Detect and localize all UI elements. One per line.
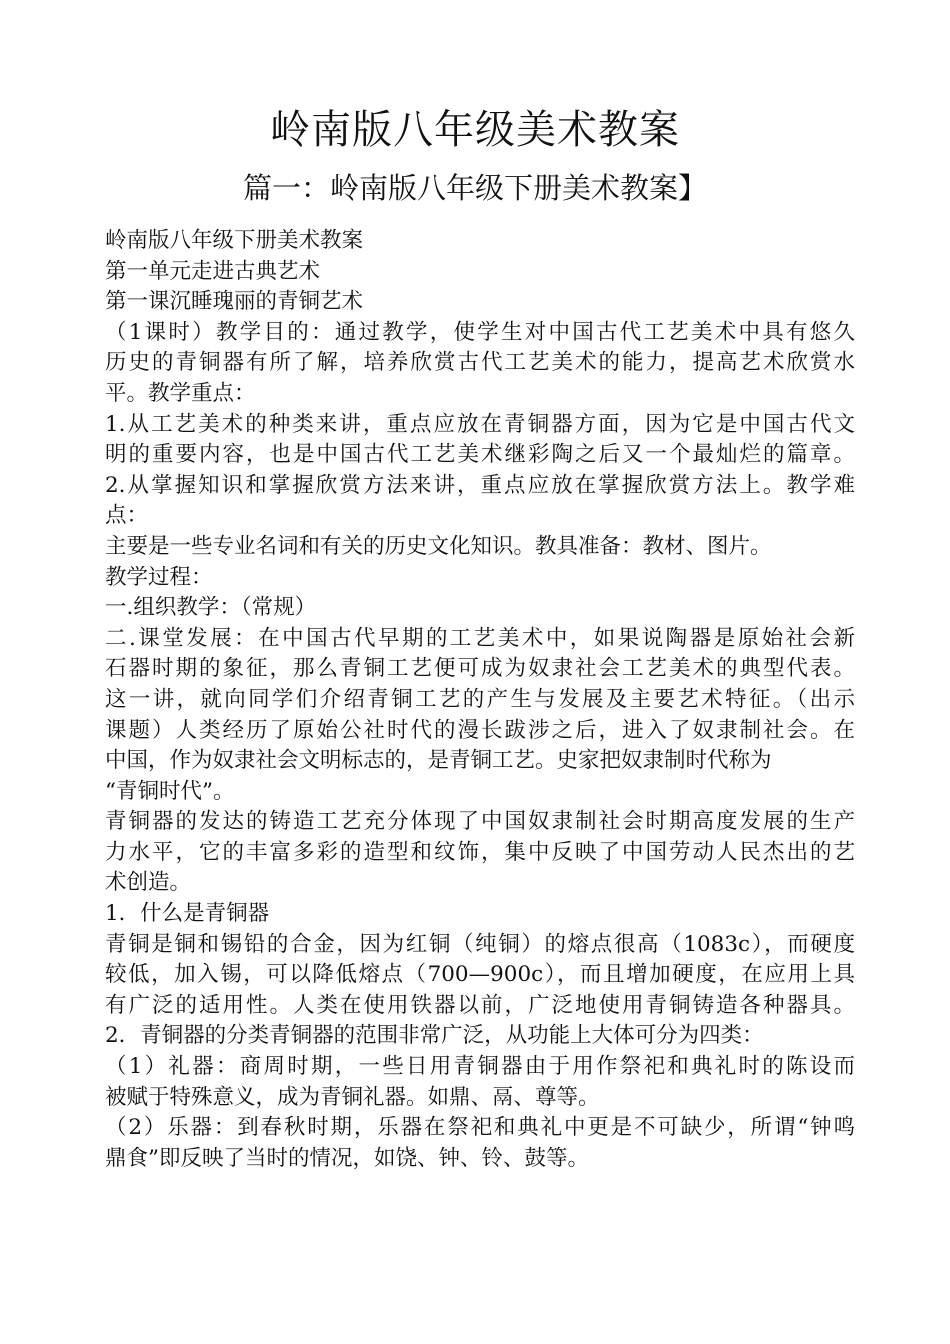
body-line: 岭南版八年级下册美术教案: [105, 228, 364, 253]
body-line: 2．青铜器的分类青铜器的范围非常广泛，从功能上大体可分为四类：: [105, 1023, 764, 1049]
body-line: 历史的青铜器有所了解，培养欣赏古代工艺美术的能力，提高艺术欣赏水: [105, 350, 855, 376]
document-subtitle: 篇一：岭南版八年级下册美术教案】: [242, 171, 707, 205]
body-line: 第一课沉睡瑰丽的青铜艺术: [105, 289, 364, 315]
body-line: 教学过程：: [105, 564, 213, 590]
body-line: 第一单元走进古典艺术: [105, 258, 321, 284]
body-line: 1.从工艺美术的种类来讲，重点应放在青铜器方面，因为它是中国古代文: [105, 411, 855, 437]
body-line: 一.组织教学：（常规）: [105, 595, 317, 621]
body-line: “青铜时代”。: [105, 778, 235, 804]
body-line: 点：: [105, 503, 149, 529]
body-line: 中国，作为奴隶社会文明标志的，是青铜工艺。史家把奴隶制时代称为: [105, 748, 772, 774]
document-title: 岭南版八年级美术教案: [270, 107, 680, 153]
body-line: 明的重要内容，也是中国古代工艺美术继彩陶之后又一个最灿烂的篇章。: [105, 442, 855, 468]
body-line: 2.从掌握知识和掌握欣赏方法来讲，重点应放在掌握欣赏方法上。教学难: [105, 472, 855, 498]
body-line: 术创造。: [105, 870, 192, 896]
body-line: 青铜器的发达的铸造工艺充分体现了中国奴隶制社会时期高度发展的生产: [105, 809, 855, 835]
body-line: 被赋于特殊意义，成为青铜礼器。如鼎、鬲、尊等。: [105, 1084, 600, 1110]
document-body: [105, 226, 855, 1174]
body-line: 力水平，它的丰富多彩的造型和纹饰，集中反映了中国劳动人民杰出的艺: [105, 839, 855, 865]
body-line: 石器时期的象征，那么青铜工艺便可成为奴隶社会工艺美术的典型代表。: [105, 656, 855, 682]
body-line: 二.课堂发展：在中国古代早期的工艺美术中，如果说陶器是原始社会新: [105, 625, 855, 651]
body-line: 课题）人类经历了原始公社时代的漫长跋涉之后，进入了奴隶制社会。在: [105, 717, 855, 743]
body-line: （2）乐器：到春秋时期，乐器在祭祀和典礼中更是不可缺少，所谓“钟鸣: [105, 1115, 855, 1141]
body-line: （1课时）教学目的：通过教学，使学生对中国古代工艺美术中具有悠久: [105, 319, 855, 345]
body-line: （1）礼器：商周时期，一些日用青铜器由于用作祭祀和典礼时的陈设而: [105, 1054, 855, 1080]
body-line: 1．什么是青铜器: [105, 901, 270, 927]
body-line: 鼎食”即反映了当时的情况，如饶、钟、铃、鼓等。: [105, 1145, 589, 1171]
body-line: 这一讲，就向同学们介绍青铜工艺的产生与发展及主要艺术特征。（出示: [105, 686, 855, 712]
body-line: 有广泛的适用性。人类在使用铁器以前，广泛地使用青铜铸造各种器具。: [105, 992, 855, 1018]
body-line: 青铜是铜和锡铅的合金，因为红铜（纯铜）的熔点很高（1083c），而硬度: [105, 931, 855, 957]
body-line: 较低，加入锡，可以降低熔点（700—900c），而且增加硬度，在应用上具: [105, 962, 855, 988]
body-line: 平。教学重点：: [105, 380, 256, 406]
body-line: 主要是一些专业名词和有关的历史文化知识。教具准备：教材、图片。: [105, 533, 772, 559]
